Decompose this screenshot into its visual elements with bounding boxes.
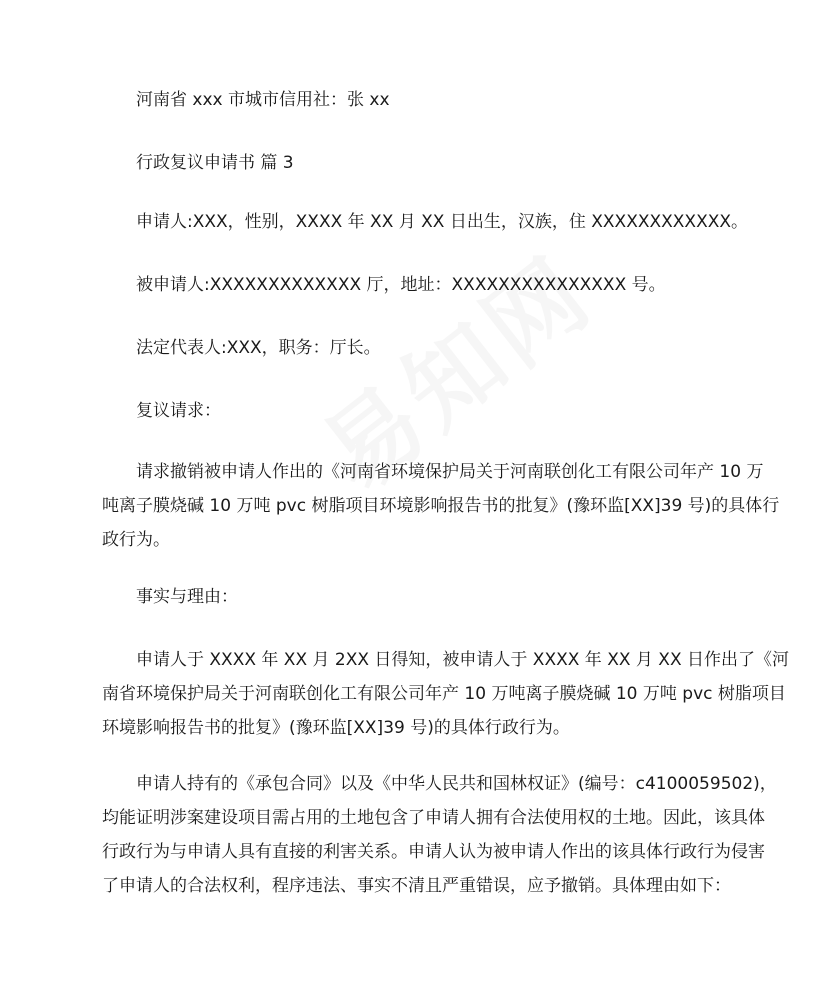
paragraph-line: 环境影响报告书的批复》(豫环监[XX]39 号)的具体行政行为。 <box>102 718 570 738</box>
paragraph-line: 行政行为与申请人具有直接的利害关系。申请人认为被申请人作出的该具体行政行为侵害 <box>102 842 765 862</box>
reasons-paragraph <box>102 767 777 903</box>
paragraph-line: 请求撤销被申请人作出的《河南省环境保护局关于河南联创化工有限公司年产 10 万 <box>136 462 764 482</box>
paragraph-line: 了申请人的合法权利，程序违法、事实不清且严重错误，应予撤销。具体理由如下： <box>102 876 731 896</box>
applicant-line: 申请人:XXX，性别，XXXX 年 XX 月 XX 日出生，汉族，住 XXXXXXXXXXXX。 <box>136 212 749 232</box>
paragraph-line: 政行为。 <box>102 530 170 550</box>
respondent-line: 被申请人:XXXXXXXXXXXXX 厅，地址：XXXXXXXXXXXXXXX 号。 <box>136 275 666 295</box>
paragraph-line: 申请人持有的《承包合同》以及《中华人民共和国林权证》(编号：c4100059502)， <box>136 774 777 794</box>
document-title: 行政复议申请书 篇 3 <box>136 153 294 173</box>
recipient-line: 河南省 xxx 市城市信用社：张 xx <box>136 90 390 110</box>
section-heading-facts: 事实与理由： <box>136 587 238 607</box>
paragraph-line: 申请人于 XXXX 年 XX 月 2XX 日得知，被申请人于 XXXX 年 XX 月 XX 日作出了《河 <box>136 650 789 670</box>
legal-representative-line: 法定代表人:XXX，职务：厅长。 <box>136 338 381 358</box>
facts-paragraph <box>102 643 789 745</box>
paragraph-line: 均能证明涉案建设项目需占用的土地包含了申请人拥有合法使用权的土地。因此，该具体 <box>102 808 765 828</box>
paragraph-line: 吨离子膜烧碱 10 万吨 pvc 树脂项目环境影响报告书的批复》(豫环监[XX]39 号)的具体行 <box>102 496 780 516</box>
section-heading-request: 复议请求： <box>136 401 221 421</box>
paragraph-line: 南省环境保护局关于河南联创化工有限公司年产 10 万吨离子膜烧碱 10 万吨 pvc 树脂项目 <box>102 684 786 704</box>
request-paragraph <box>102 455 780 557</box>
